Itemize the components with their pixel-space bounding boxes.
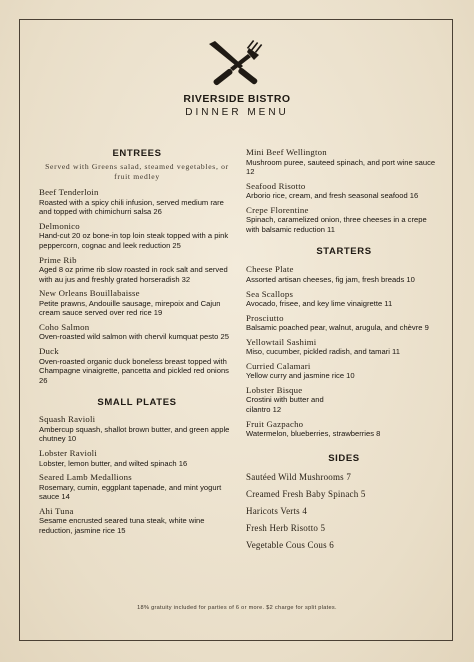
item-name: Squash Ravioli — [39, 414, 96, 425]
side-item: Sautéed Wild Mushrooms 7 — [246, 471, 352, 482]
item-name: Crepe Florentine — [246, 204, 309, 215]
entrees-note: Served with Greens salad, steamed vegetables, or fruit medley — [45, 162, 229, 181]
item-name: Seared Lamb Medallions — [39, 472, 132, 483]
item-desc: Crostini with butter and cilantro 12 — [246, 395, 324, 415]
left-column — [39, 148, 235, 539]
item-name: Yellowtail Sashimi — [246, 336, 317, 347]
menu-item — [39, 506, 235, 536]
item-desc: Oven-roasted organic duck boneless breast topped with Champagne vinaigrette, pancetta and pickled red onions 26 — [39, 356, 229, 385]
menu-item — [39, 346, 235, 385]
item-desc: Rosemary, cumin, eggplant tapenade, and mint yogurt sauce 14 — [39, 482, 222, 502]
menu-item — [39, 448, 235, 468]
gratuity-note: 18% gratuity included for parties of 6 or more. $2 charge for split plates. — [137, 605, 337, 611]
menu-item — [246, 385, 442, 415]
menu-item — [39, 221, 235, 251]
right-column — [246, 147, 442, 557]
item-desc: Mushroom puree, sauteed spinach, and port wine sauce 12 — [246, 157, 436, 177]
menu-item — [246, 289, 442, 309]
side-item: Haricots Verts 4 — [246, 505, 308, 516]
item-name: Cheese Plate — [246, 264, 294, 275]
item-desc: Yellow curry and jasmine rice 10 — [246, 371, 355, 381]
item-name: Duck — [39, 346, 59, 357]
item-desc: Hand-cut 20 oz bone-in top loin steak topped with a pink peppercorn, cognac and leek reduction 25 — [39, 231, 229, 250]
item-name: Sea Scallops — [246, 288, 294, 299]
side-item: Vegetable Cous Cous 6 — [246, 539, 334, 550]
item-desc: Oven-roasted wild salmon with chervil kumquat pesto 25 — [39, 332, 229, 342]
menu-item — [246, 205, 442, 235]
item-name: Mini Beef Wellington — [246, 147, 327, 157]
entrees-heading: ENTREES — [112, 148, 162, 159]
menu-item — [39, 187, 235, 217]
item-desc: Spinach, caramelized onion, three cheeses in a crepe with balsamic reduction 11 — [246, 215, 427, 234]
item-name: Prime Rib — [39, 254, 77, 265]
menu-item — [246, 361, 442, 381]
menu-item — [246, 337, 442, 357]
item-desc: Aged 8 oz prime rib slow roasted in rock salt and served with au jus and freshly grated horseradish 32 — [39, 265, 228, 284]
item-desc: Lobster, lemon butter, and wilted spinach 16 — [39, 458, 188, 468]
menu-item — [246, 313, 442, 333]
item-name: Prosciutto — [246, 312, 284, 323]
item-name: Fruit Gazpacho — [246, 418, 304, 429]
item-desc: Balsamic poached pear, walnut, arugula, and chèvre 9 — [246, 323, 429, 333]
menu-item — [39, 288, 235, 318]
item-desc: Petite prawns, Andouille sausage, mirepoix and Cajun cream sauce served over red rice 19 — [39, 298, 221, 318]
menu-item — [246, 181, 442, 201]
item-desc: Ambercup squash, shallot brown butter, and green apple chutney 10 — [39, 424, 230, 444]
menu-item — [246, 419, 442, 439]
starters-heading: STARTERS — [316, 246, 372, 258]
item-desc: Assorted artisan cheeses, fig jam, fresh breads 10 — [246, 274, 415, 284]
crossed-fork-knife-icon — [205, 38, 269, 88]
restaurant-name: RIVERSIDE BISTRO — [183, 93, 291, 105]
menu-item — [39, 255, 235, 285]
side-item: Fresh Herb Risotto 5 — [246, 522, 326, 533]
item-desc: Roasted with a spicy chili infusion, served medium rare and topped with chimichurri salsa 26 — [39, 197, 224, 217]
small-plates-heading: SMALL PLATES — [97, 397, 177, 409]
item-name: New Orleans Bouillabaisse — [39, 288, 140, 299]
menu-title: DINNER MENU — [185, 107, 289, 118]
sides-heading: SIDES — [328, 452, 360, 464]
item-name: Beef Tenderloin — [39, 187, 99, 198]
item-name: Ahi Tuna — [39, 505, 74, 516]
item-name: Lobster Bisque — [246, 384, 303, 395]
item-name: Lobster Ravioli — [39, 448, 97, 458]
item-desc: Miso, cucumber, pickled radish, and tamari 11 — [246, 347, 400, 357]
item-desc: Sesame encrusted seared tuna steak, white wine reduction, jasmine rice 15 — [39, 516, 205, 535]
side-item: Creamed Fresh Baby Spinach 5 — [246, 488, 366, 499]
menu-item — [39, 414, 235, 444]
menu-item — [39, 322, 235, 342]
item-desc: Arborio rice, cream, and fresh seasonal seafood 16 — [246, 191, 419, 201]
item-name: Delmonico — [39, 220, 80, 231]
menu-item — [39, 472, 235, 502]
item-desc: Avocado, frisee, and key lime vinaigrette 11 — [246, 299, 393, 309]
item-name: Seafood Risotto — [246, 180, 306, 191]
menu-item — [246, 264, 442, 284]
item-desc: Watermelon, blueberries, strawberries 8 — [246, 429, 381, 439]
item-name: Curried Calamari — [246, 360, 311, 371]
item-name: Coho Salmon — [39, 321, 90, 332]
menu-item — [246, 147, 442, 177]
